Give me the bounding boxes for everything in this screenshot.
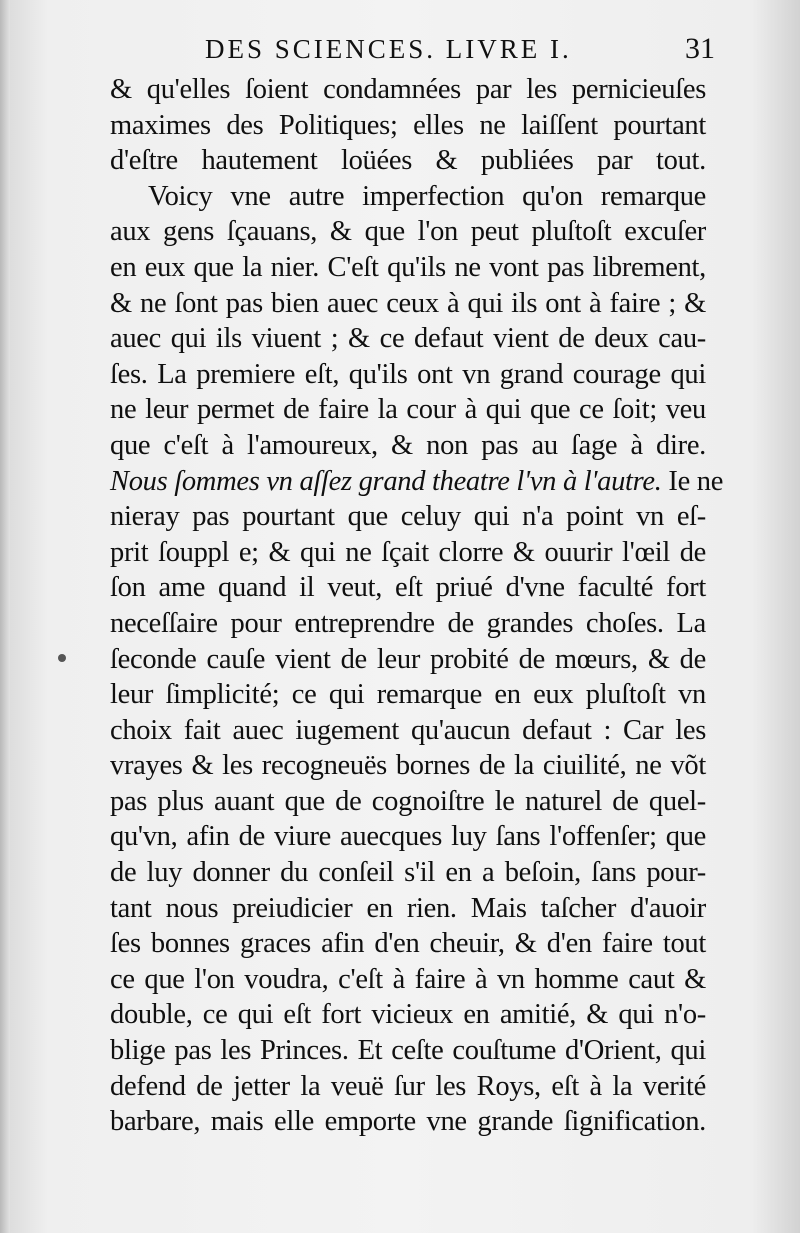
text-line: ſon ame quand il veut, eſt priué d'vne faculté fort: [110, 572, 706, 604]
text-line: auec qui ils viuent ; & ce defaut vient de deux cau-: [110, 323, 706, 355]
text-line: maximes des Politiques; elles ne laiſſent pourtant: [110, 109, 706, 141]
text-line: de luy donner du conſeil s'il en a beſoin, ſans pour-: [110, 857, 706, 889]
text-line: prit ſouppl e; & qui ne ſçait clorre & ouurir l'œil de: [110, 536, 706, 568]
text-line: aux gens ſçauans, & que l'on peut pluſtoſt excuſer: [110, 216, 706, 248]
line-text: Ie ne: [661, 465, 724, 497]
text-line: tant nous preiudicier en rien. Mais taſcher d'auoir: [110, 892, 706, 924]
text-line: double, ce qui eſt fort vicieux en amitié, & qui n'o-: [110, 999, 706, 1031]
text-line: choix fait auec iugement qu'aucun defaut : Car les: [110, 714, 706, 746]
margin-mark: [58, 654, 66, 662]
text-line: nieray pas pourtant que celuy qui n'a point vn eſ-: [110, 501, 706, 533]
text-line: vrayes & les recogneuës bornes de la ciuilité, ne võt: [110, 750, 706, 782]
text-line: en eux que la nier. C'eſt qu'ils ne vont pas librement,: [110, 251, 706, 283]
text-line: ce que l'on voudra, c'eſt à faire à vn homme caut &: [110, 963, 706, 995]
text-line: [110, 464, 724, 500]
text-line: barbare, mais elle emporte vne grande ſignification.: [110, 1106, 706, 1138]
running-head: DES SCIENCES. LIVRE I.: [205, 34, 572, 64]
text-line: que c'eſt à l'amoureux, & non pas au ſage à dire.: [110, 429, 706, 461]
text-line: blige pas les Princes. Et ceſte couſtume d'Orient, qui: [110, 1035, 706, 1067]
text-line: ſes. La premiere eſt, qu'ils ont vn grand courage qui: [110, 358, 706, 390]
text-line: ne leur permet de faire la cour à qui que ce ſoit; veu: [110, 394, 706, 426]
text-line: leur ſimplicité; ce qui remarque en eux pluſtoſt vn: [110, 679, 706, 711]
text-line: pas plus auant que de cognoiſtre le naturel de quel-: [110, 785, 706, 817]
text-line: & qu'elles ſoient condamnées par les pernicieuſes: [110, 74, 706, 105]
text-line: & ne ſont pas bien auec ceux à qui ils ont à faire ; &: [110, 287, 706, 319]
text-line: ſes bonnes graces afin d'en cheuir, & d'en faire tout: [110, 928, 706, 960]
text-line: d'eſtre hautement loüées & publiées par tout.: [110, 145, 706, 177]
italic-quote: Nous ſommes vn aſſez grand theatre l'vn à l'autre.: [110, 465, 662, 497]
text-line: defend de jetter la veuë ſur les Roys, eſt à la verité: [110, 1070, 706, 1102]
page-edge-shadow: [0, 0, 10, 1233]
text-line: qu'vn, afin de viure auecques luy ſans l'offenſer; que: [110, 821, 706, 853]
body-text: [110, 72, 724, 1140]
text-line: Voicy vne autre imperfection qu'on remarque: [148, 180, 706, 212]
text-line: ſeconde cauſe vient de leur probité de mœurs, & de: [110, 643, 706, 675]
text-line: neceſſaire pour entreprendre de grandes choſes. La: [110, 607, 706, 639]
page-header: [205, 30, 715, 70]
page-number: 31: [685, 32, 715, 65]
